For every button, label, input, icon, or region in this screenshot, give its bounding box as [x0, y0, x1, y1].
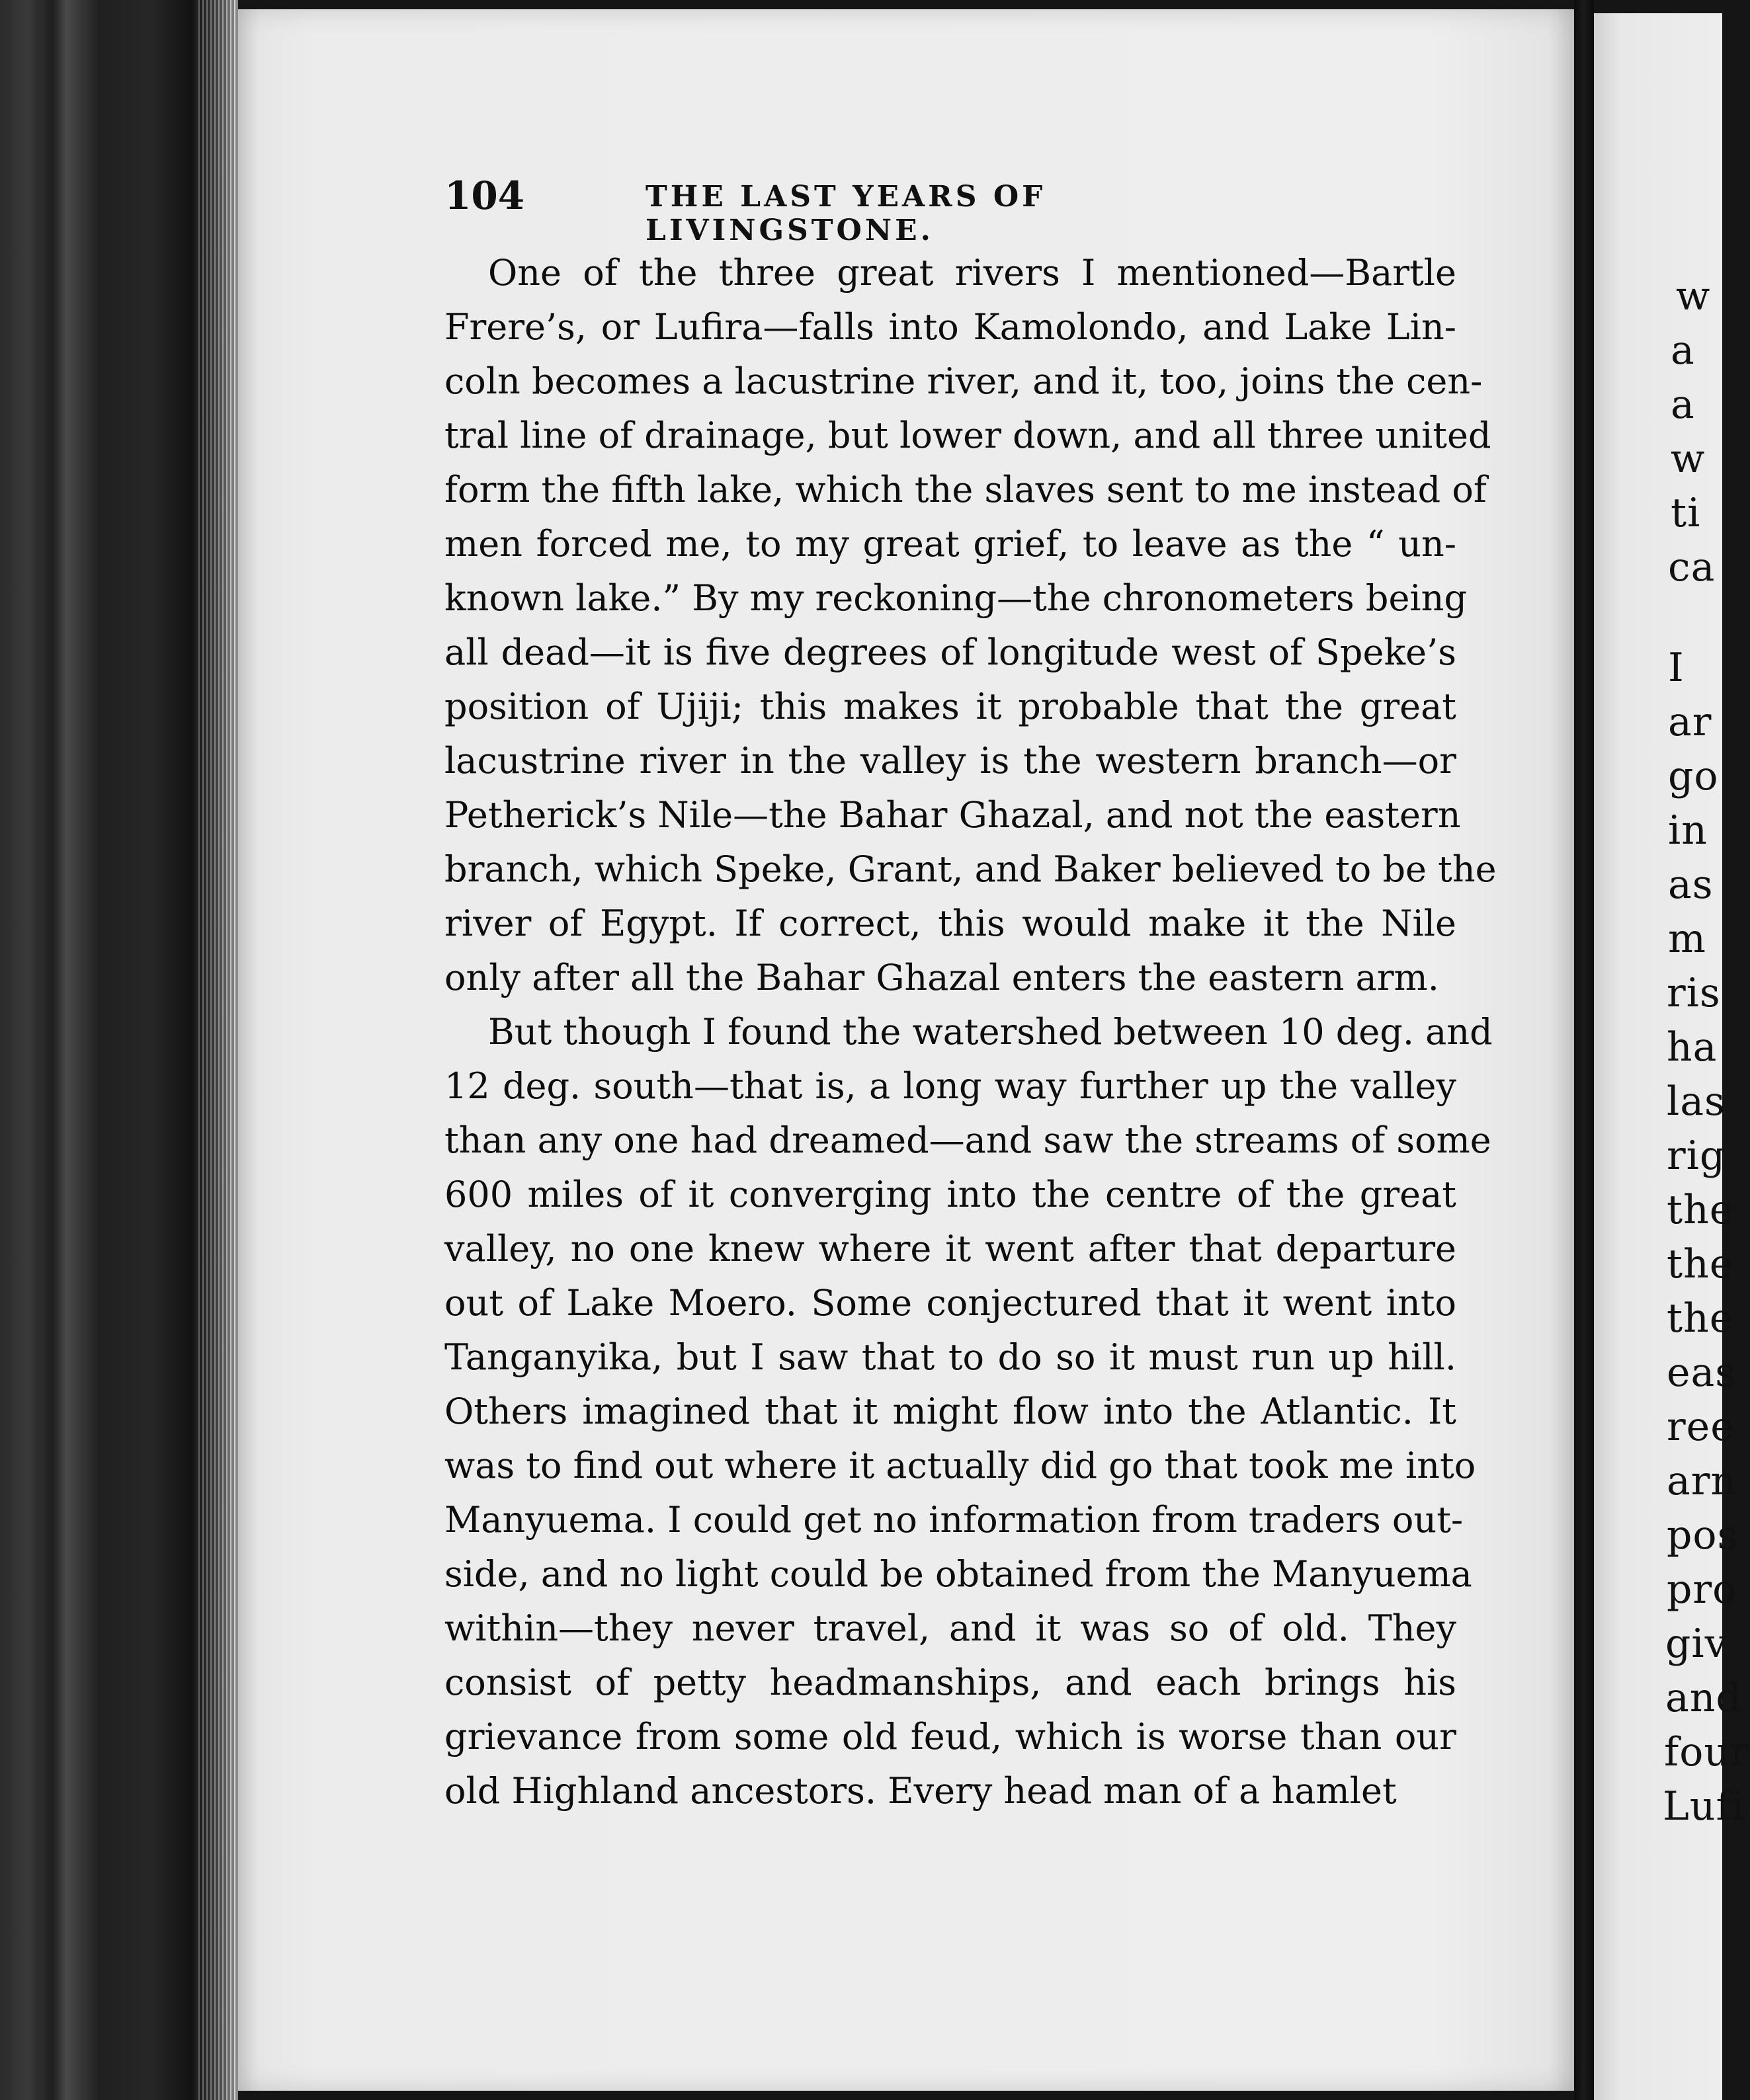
facing-page-fragment: the [1667, 1295, 1734, 1342]
facing-page-fragment: go [1668, 753, 1719, 799]
text-line: men forced me, to my great grief, to leave as the “ un- [444, 523, 1456, 565]
facing-page-fragment: giv [1665, 1621, 1728, 1667]
book-binding [0, 0, 238, 2100]
facing-page-fragment: as [1668, 862, 1714, 908]
text-line: branch, which Speke, Grant, and Baker believed to be the [444, 848, 1497, 890]
text-line: 12 deg. south—that is, a long way further up the valley [444, 1065, 1456, 1107]
facing-page-fragment: rig [1667, 1133, 1726, 1179]
page-number: 104 [444, 173, 525, 218]
text-line: old Highland ancestors. Every head man of a hamlet [444, 1770, 1397, 1812]
text-line: only after all the Bahar Ghazal enters the eastern arm. [444, 957, 1439, 998]
facing-page-fragment: arn [1667, 1458, 1737, 1504]
facing-page-fragment: ca [1668, 544, 1716, 590]
text-line: side, and no light could be obtained from the Manyuema [444, 1553, 1472, 1595]
paragraph [444, 246, 1497, 1005]
text-line: than any one had dreamed—and saw the streams of some [444, 1119, 1491, 1161]
text-line: out of Lake Moero. Some conjectured that it went into [444, 1282, 1456, 1324]
facing-page-fragment: ree [1667, 1404, 1735, 1450]
text-line: valley, no one knew where it went after that departure [444, 1228, 1456, 1270]
facing-page-fragment: I [1668, 645, 1685, 691]
facing-page-fragment: ris [1667, 970, 1721, 1016]
facing-page-fragment: the [1667, 1241, 1734, 1287]
running-title: THE LAST YEARS OF LIVINGSTONE. [646, 180, 1046, 247]
text-line: river of Egypt. If correct, this would make it the Nile [444, 903, 1456, 944]
facing-page-fragment: w [1676, 273, 1711, 319]
text-line: But though I found the watershed between 10 deg. and [488, 1011, 1493, 1053]
facing-page-fragment: m [1668, 916, 1706, 962]
text-line: was to find out where it actually did go that took me into [444, 1445, 1476, 1486]
facing-page-fragment: a [1671, 382, 1695, 428]
text-line: consist of petty headmanships, and each brings his [444, 1662, 1456, 1703]
facing-page-fragment: the [1667, 1187, 1734, 1233]
facing-page-fragment: ar [1668, 699, 1712, 745]
facing-page-fragment: pro [1667, 1566, 1737, 1613]
facing-page-fragment: w [1671, 436, 1706, 482]
text-line: tral line of drainage, but lower down, and all three united [444, 415, 1491, 456]
text-line: Petherick’s Nile—the Bahar Ghazal, and not the eastern [444, 794, 1461, 836]
text-line: lacustrine river in the valley is the western branch—or [444, 740, 1456, 782]
facing-page-fragment: ha [1667, 1024, 1718, 1070]
text-line: Frere’s, or Lufira—falls into Kamolondo, and Lake Lin- [444, 306, 1456, 348]
text-line: One of the three great rivers I mentioned—Bartle [488, 252, 1456, 294]
facing-page-fragment: ti [1671, 490, 1701, 536]
facing-page-fragment: pos [1667, 1512, 1739, 1558]
text-line: coln becomes a lacustrine river, and it, too, joins the cen- [444, 360, 1483, 402]
paragraph [444, 1005, 1493, 1818]
facing-page-fragment: eas [1667, 1350, 1737, 1396]
text-line: Tanganyika, but I saw that to do so it must run up hill. [444, 1336, 1456, 1378]
text-line: position of Ujiji; this makes it probable that the great [444, 686, 1456, 727]
body-text [444, 246, 1497, 1818]
running-head [444, 173, 1251, 247]
facing-page-fragment: in [1668, 807, 1708, 854]
facing-page-fragment: Lufi [1663, 1783, 1745, 1830]
facing-page-fragment: las [1667, 1078, 1726, 1125]
text-line: Manyuema. I could get no information from traders out- [444, 1499, 1464, 1541]
page-edges [198, 0, 238, 2100]
text-line: all dead—it is five degrees of longitude west of Speke’s [444, 631, 1456, 673]
facing-page-fragment: a [1671, 327, 1695, 374]
text-line: grievance from some old feud, which is worse than our [444, 1716, 1456, 1757]
text-line: 600 miles of it converging into the centre of the great [444, 1174, 1456, 1215]
facing-page-fragment: four [1664, 1729, 1750, 1775]
facing-page-fragment: and [1665, 1675, 1742, 1721]
text-line: known lake.” By my reckoning—the chronometers being [444, 577, 1468, 619]
page-gutter [1574, 0, 1594, 2100]
text-line: form the fifth lake, which the slaves sent to me instead of [444, 469, 1487, 510]
text-line: within—they never travel, and it was so of old. They [444, 1607, 1456, 1649]
facing-page [1594, 13, 1750, 2100]
text-line: Others imagined that it might flow into the Atlantic. It [444, 1391, 1456, 1432]
